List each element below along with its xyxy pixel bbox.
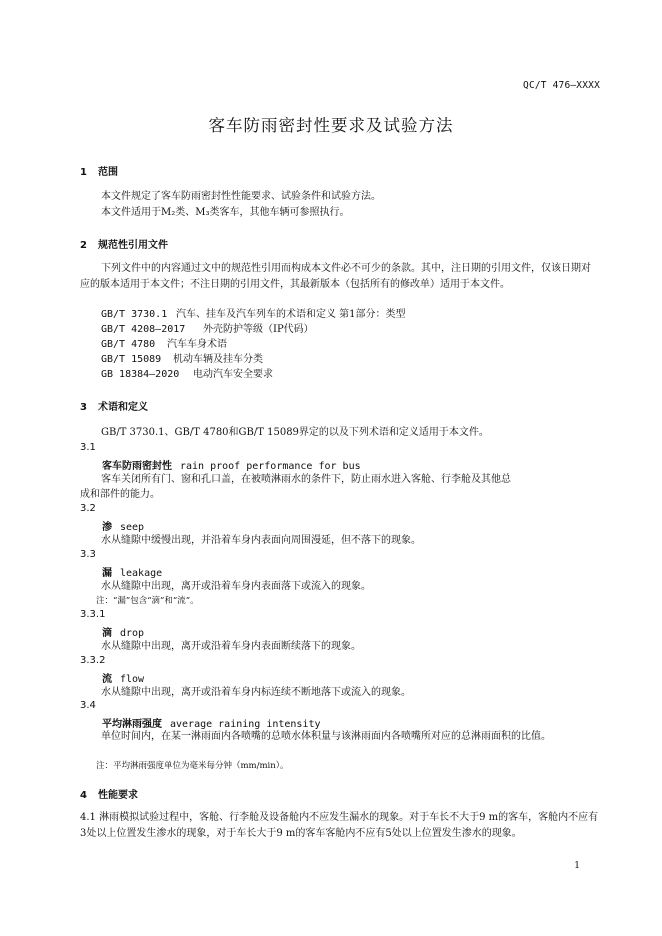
- reference-title: 外壳防护等级（IP代码）: [203, 324, 314, 335]
- term-note: 注：平均淋雨强度单位为毫米每分钟（mm/min）。: [96, 761, 289, 771]
- term-number: 3.1: [80, 442, 96, 453]
- standard-code: QC/T 476—XXXX: [523, 80, 600, 91]
- reference-code: GB/T 15089: [101, 354, 162, 365]
- term-number: 3.4: [80, 700, 96, 711]
- reference-item: [101, 352, 263, 367]
- reference-title: 汽车、挂车及汽车列车的术语和定义 第1部分：类型: [176, 309, 406, 320]
- term-zh: 滴: [102, 628, 112, 639]
- section-title: 性能要求: [98, 790, 138, 801]
- section-number: 3: [80, 402, 87, 413]
- term-en: seep: [120, 522, 145, 533]
- term-zh: 渗: [102, 522, 112, 533]
- section-number: 1: [80, 167, 87, 178]
- term-3-3-1: [102, 624, 144, 639]
- reference-code: GB 18384—2020: [101, 369, 180, 380]
- section-title: 规范性引用文件: [98, 240, 168, 251]
- scope-paragraph-2: 本文件适用于M₂类、M₃类客车，其他车辆可参照执行。: [101, 207, 350, 218]
- reference-item: [101, 367, 273, 382]
- section-number: 2: [80, 240, 87, 251]
- document-title: 客车防雨密封性要求及试验方法: [208, 116, 454, 135]
- section-1-heading: [80, 163, 118, 178]
- reference-title: 机动车辆及挂车分类: [173, 354, 263, 365]
- section-3-heading: [80, 398, 148, 413]
- term-definition: 客车关闭所有门、窗和孔口盖，在被喷淋雨水的条件下，防止雨水进入客舱、行李舱及其他总: [101, 474, 511, 485]
- reference-code: GB/T 4208—2017: [101, 324, 186, 335]
- reference-item: [101, 337, 227, 352]
- term-note: 注：“漏”包含“滴”和“流”。: [96, 596, 199, 606]
- term-en: rain proof performance for bus: [180, 461, 361, 472]
- reference-item: [101, 322, 314, 337]
- term-definition: 水从缝隙中出现，离开或沿着车身内表面落下或流入的现象。: [101, 581, 371, 592]
- section-title: 术语和定义: [98, 402, 148, 413]
- reference-title: 电动汽车安全要求: [193, 369, 273, 380]
- reference-item: [101, 307, 406, 322]
- term-zh: 客车防雨密封性: [102, 461, 172, 472]
- reference-code: GB/T 4780: [101, 339, 156, 350]
- section-title: 范围: [98, 167, 118, 178]
- term-en: drop: [120, 628, 145, 639]
- term-number: 3.3.1: [80, 609, 106, 620]
- term-en: flow: [120, 674, 145, 685]
- performance-requirement-4-1: 4.1 淋雨模拟试验过程中，客舱、行李舱及设备舱内不应发生漏水的现象。对于车长不大于9 m的客车，客舱内不应有3处以上位置发生渗水的现象，对于车长大于9 m的客车客舱内不应有5处以上位置发生渗水的现象。: [80, 812, 599, 839]
- term-zh: 漏: [102, 568, 112, 579]
- term-3-3: [102, 564, 162, 579]
- term-3-4: [102, 715, 321, 730]
- term-number: 3.3.2: [80, 655, 106, 666]
- term-number: 3.3: [80, 549, 96, 560]
- page-number: 1: [574, 861, 580, 871]
- term-definition: 水从缝隙中出现，离开或沿着车身内表面断续落下的现象。: [101, 641, 361, 652]
- reference-code: GB/T 3730.1: [101, 309, 168, 320]
- term-definition: 水从缝隙中缓慢出现，并沿着车身内表面向周围漫延，但不落下的现象。: [101, 535, 421, 546]
- section-4-heading: [80, 786, 138, 801]
- term-3-3-2: [102, 670, 144, 685]
- term-3-1: [102, 457, 361, 472]
- term-en: average raining intensity: [170, 719, 321, 730]
- reference-title: 汽车车身术语: [167, 339, 227, 350]
- terms-intro: GB/T 3730.1、GB/T 4780和GB/T 15089界定的以及下列术语和定义适用于本文件。: [101, 427, 489, 438]
- section-2-heading: [80, 236, 168, 251]
- term-number: 3.2: [80, 503, 96, 514]
- term-3-2: [102, 518, 144, 533]
- term-zh: 流: [102, 674, 112, 685]
- term-definition-cont: 成和部件的能力。: [80, 489, 160, 500]
- term-en: leakage: [120, 568, 163, 579]
- references-intro: 下列文件中的内容通过文中的规范性引用而构成本文件必不可少的条款。其中，注日期的引用文件，仅该日期对应的版本适用于本文件；不注日期的引用文件，其最新版本（包括所有的修改单）适用于本文件。: [80, 263, 591, 290]
- term-definition: 单位时间内，在某一淋雨面内各喷嘴的总喷水体积量与该淋雨面内各喷嘴所对应的总淋雨面积的比值。: [101, 731, 551, 742]
- term-definition: 水从缝隙中出现，离开或沿着车身内标连续不断地落下或流入的现象。: [101, 687, 411, 698]
- section-number: 4: [80, 790, 87, 801]
- term-zh: 平均淋雨强度: [102, 719, 162, 730]
- scope-paragraph-1: 本文件规定了客车防雨密封性性能要求、试验条件和试验方法。: [101, 191, 381, 202]
